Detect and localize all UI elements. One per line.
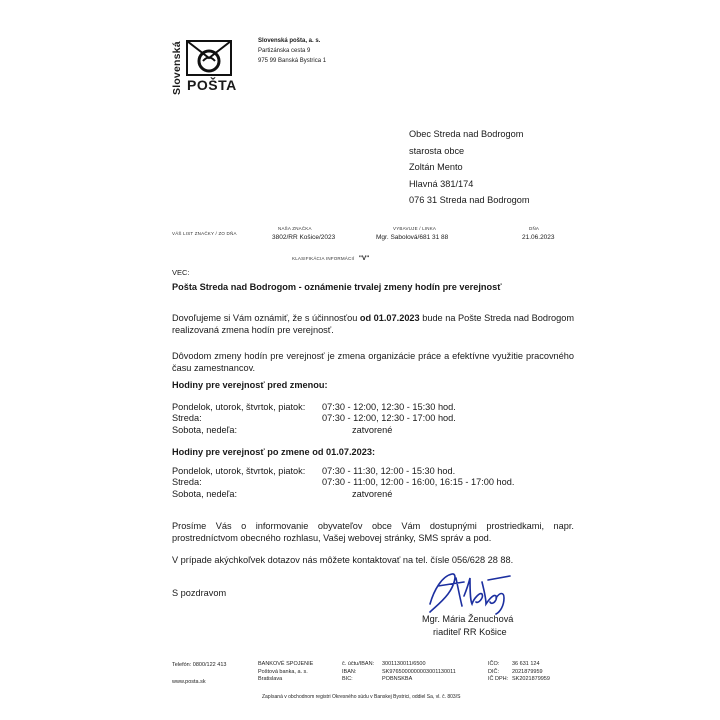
ref-our-label: NAŠA ZNAČKA — [278, 226, 312, 231]
paragraph-3: Prosíme Vás o informovanie obyvateľov obce Vám dostupnými prostriedkami, napr. prostredníctvom obecného rozhlasu, Vašej webovej stránky, SMS správ a pod. — [172, 521, 574, 543]
hours-value: zatvorené — [352, 425, 393, 435]
addressee-block — [409, 126, 530, 209]
icdph-value: SK2021879959 — [512, 676, 550, 682]
days-label: Sobota, nedeľa: — [172, 489, 238, 499]
p1-date: od 01.07.2023 — [359, 313, 420, 323]
sender-company: Slovenská pošta, a. s. — [258, 38, 321, 44]
signer-title: riaditeľ RR Košice — [433, 627, 507, 637]
footer-register: Zapísaná v obchodnom registri Okresného súdu v Banskej Bystrici, oddiel Sa, vl. č. 803/S — [262, 694, 461, 700]
ref-class-value: "V" — [358, 255, 370, 262]
ref-our-value: 3802/RR Košice/2023 — [272, 234, 336, 241]
addressee-line: 076 31 Streda nad Bodrogom — [409, 195, 530, 205]
footer-phone: Telefón: 0800/122 413 — [172, 662, 227, 668]
brand-posta: POŠTA — [187, 77, 237, 93]
hours-value: 07:30 - 11:30, 12:00 - 15:30 hod. — [322, 466, 456, 476]
hours-value: 07:30 - 11:00, 12:00 - 16:00, 16:15 - 17:00 hod. — [322, 477, 515, 487]
footer-web: www.posta.sk — [172, 679, 206, 685]
addressee-line: Zoltán Mento — [409, 162, 463, 172]
ico-label: IČO: — [488, 661, 500, 667]
hours-value: zatvorené — [352, 489, 393, 499]
ref-your-label: VÁŠ LIST ZNAČKY / ZO DŇA — [172, 231, 237, 236]
new-hours-row — [172, 466, 582, 477]
ref-handled-value: Mgr. Sabolová/681 31 88 — [376, 234, 449, 241]
sender-address — [258, 36, 326, 66]
bank-label: BANKOVÉ SPOJENIE — [258, 661, 314, 667]
acct-label: č. účtu/IBAN: — [342, 661, 375, 667]
signer-name: Mgr. Mária Ženuchová — [422, 614, 514, 624]
footer-account-labels — [342, 661, 374, 684]
days-label: Pondelok, utorok, štvrtok, piatok: — [172, 402, 306, 412]
paragraph-1 — [172, 313, 574, 336]
iban-label: IBAN: — [342, 668, 357, 675]
days-label: Streda: — [172, 477, 202, 487]
ico-value: 36 631 124 — [512, 661, 540, 667]
ref-class-label: KLASIFIKÁCIA INFORMÁCIÍ — [292, 256, 355, 261]
hours-value: 07:30 - 12:00, 12:30 - 17:00 hod. — [322, 413, 456, 423]
hours-value: 07:30 - 12:00, 12:30 - 15:30 hod. — [322, 402, 456, 412]
days-label: Streda: — [172, 413, 202, 423]
footer-id-values — [512, 661, 550, 684]
old-hours-row — [172, 402, 572, 413]
new-hours-row — [172, 477, 582, 488]
dic-value: 2021879959 — [512, 668, 543, 675]
ref-classification — [292, 247, 369, 265]
subject-line: Pošta Streda nad Bodrogom - oznámenie trvalej zmeny hodín pre verejnosť — [172, 282, 502, 292]
sender-street: Partizánska cesta 9 — [258, 48, 311, 54]
bank-city: Bratislava — [258, 676, 283, 682]
handwritten-signature — [424, 568, 514, 618]
old-hours-row — [172, 425, 572, 436]
iban-value: SK9765000000003001130011 — [382, 668, 456, 675]
footer-bank — [258, 661, 313, 684]
subject-label: VEC: — [172, 268, 190, 277]
closing: S pozdravom — [172, 588, 227, 598]
p1-text-end: bude na Pošte Streda nad Bodrogom realizovaná zmena hodín pre verejnosť. — [172, 313, 574, 335]
footer-id-labels — [488, 661, 508, 684]
acct-value: 3001130011/6500 — [382, 661, 426, 667]
new-hours-heading: Hodiny pre verejnosť po zmene od 01.07.2023: — [172, 447, 376, 457]
paragraph-4: V prípade akýchkoľvek dotazov nás môžete kontaktovať na tel. čísle 056/628 28 88. — [172, 555, 514, 565]
addressee-line: Obec Streda nad Bodrogom — [409, 129, 524, 139]
days-label: Pondelok, utorok, štvrtok, piatok: — [172, 466, 306, 476]
old-hours-heading: Hodiny pre verejnosť pred zmenou: — [172, 380, 328, 390]
ref-date-label: DŇA — [529, 226, 540, 231]
bank-name: Poštová banka, a. s. — [258, 668, 308, 675]
bic-label: BIC: — [342, 676, 353, 682]
footer-account-values — [382, 661, 456, 684]
days-label: Sobota, nedeľa: — [172, 425, 238, 435]
ref-date-value: 21.06.2023 — [522, 234, 555, 241]
new-hours-row — [172, 489, 582, 500]
bic-value: POBNSKBA — [382, 676, 413, 682]
sender-city: 975 99 Banská Bystrica 1 — [258, 58, 327, 64]
addressee-line: starosta obce — [409, 145, 465, 156]
brand-name-vertical: Slovenská — [171, 41, 183, 95]
old-hours-row — [172, 413, 572, 424]
p1-text: Dovoľujeme si Vám oznámiť, že s účinnosťou — [172, 313, 360, 323]
dic-label: DIČ: — [488, 668, 499, 675]
paragraph-2: Dôvodom zmeny hodín pre verejnosť je zmena organizácie práce a efektívne využitie pracovného času zamestnancov. — [172, 351, 574, 373]
icdph-label: IČ DPH: — [488, 676, 509, 682]
addressee-line: Hlavná 381/174 — [409, 178, 474, 189]
posta-logo-icon — [186, 40, 232, 76]
ref-handled-label: VYBAVUJE / LINKA — [393, 226, 437, 231]
